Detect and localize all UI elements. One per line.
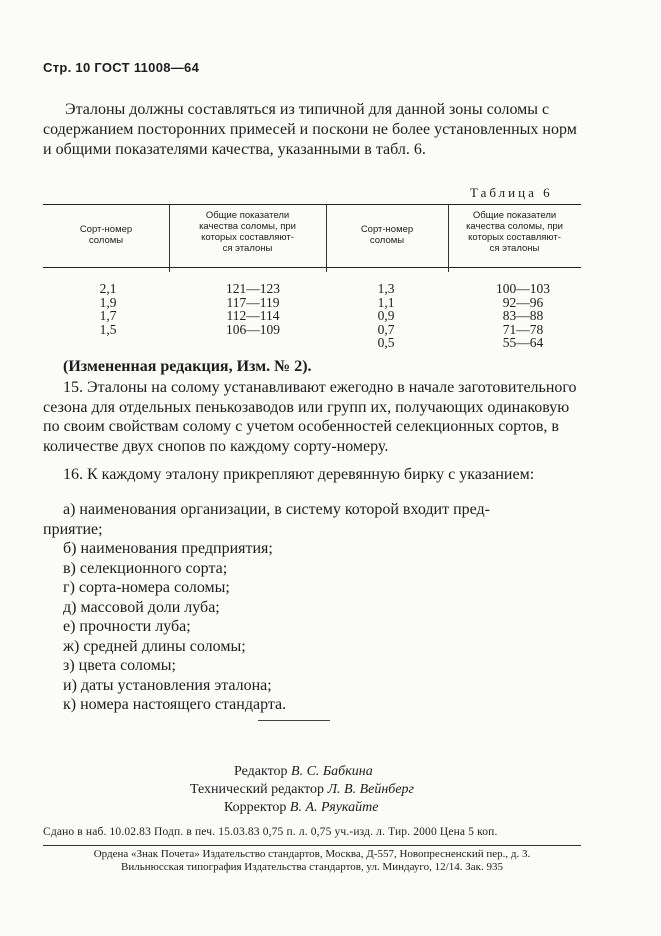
table-cell: 0,7 [377, 321, 395, 337]
imprint-printer-line: Вильнюсская типография Издательства стандартов, ул. Миндауго, 12/14. Зак. 935 [121, 861, 503, 873]
table-cell: 106—109 [226, 321, 280, 337]
table-cell: 1,5 [99, 321, 117, 337]
table-header-line: Общие показатели [205, 210, 290, 221]
table-cell: 100—103 [496, 281, 550, 296]
table-cell: 121—123 [226, 281, 280, 296]
list-item: г) сорта-номера соломы; [63, 579, 230, 596]
label-requirements-list [43, 500, 583, 715]
table-header-line: Сорт-номер [360, 224, 414, 235]
table-top-rule [43, 204, 581, 205]
table-cell: 117—119 [226, 294, 280, 310]
table-cell: 71—78 [502, 321, 544, 337]
table-header-cell [169, 210, 326, 254]
amendment-note: (Измененная редакция, Изм. № 2). [63, 358, 312, 375]
separator-rule [258, 720, 330, 721]
list-item: в) селекционного сорта; [63, 559, 228, 577]
paragraph-15: 15. Эталоны на солому устанавливают ежегодно в начале заготовительного сезона для отдельных пенькозаводов или групп их, получающих одинаковую по своим свойствам солому с учетом особенностей селекционных сортов, в количестве двух снопов по каждому сорту-номеру. [43, 379, 577, 455]
table-header-line: качества соломы, при [199, 221, 296, 232]
table-cell: 83—88 [502, 308, 544, 323]
table-header-cell [326, 224, 448, 246]
page-header: Стр. 10 ГОСТ 11008—64 [43, 60, 200, 75]
list-item: к) номера настоящего стандарта. [63, 696, 287, 713]
credit-proofreader: Корректор В. А. Ряукайте [224, 800, 379, 815]
imprint-publisher [43, 848, 581, 874]
table-cell: 1,3 [377, 281, 395, 296]
list-item-continuation: приятие; [43, 520, 103, 538]
table-header-line: ся эталоны [489, 243, 540, 254]
list-item: д) массовой доли луба; [63, 598, 220, 616]
table-header-rule [43, 267, 581, 268]
table-header-line: качества соломы, при [466, 221, 563, 232]
list-item: е) прочности луба; [63, 618, 191, 635]
table-header-line: соломы [88, 235, 124, 246]
table-header-cell [448, 210, 581, 254]
list-item: а) наименования организации, в систему которой входит пред- [63, 501, 491, 518]
list-item: ж) средней длины соломы; [63, 637, 246, 655]
table-header-line: соломы [369, 235, 405, 246]
table-cell: 92—96 [502, 294, 544, 310]
table-caption: Таблица 6 [470, 185, 553, 200]
imprint-print-info: Сдано в наб. 10.02.83 Подп. в печ. 15.03.83 0,75 п. л. 0,75 уч.-изд. л. Тир. 2000 Цена 5 коп. [43, 826, 498, 838]
credits-block [190, 763, 414, 817]
table-cell: 0,9 [377, 308, 395, 323]
table-header-line: которых составляют- [468, 232, 561, 243]
list-item: б) наименования предприятия; [63, 540, 273, 557]
table-cell: 2,1 [99, 281, 117, 296]
table-cell: 112—114 [226, 308, 280, 323]
table-cell: 0,5 [377, 335, 395, 350]
paragraph-16: 16. К каждому эталону прикрепляют деревянную бирку с указанием: [63, 466, 535, 483]
column-quality-1 [213, 282, 293, 336]
credit-tech-editor: Технический редактор Л. В. Вейнберг [190, 782, 415, 797]
column-sort-number-2 [361, 282, 411, 350]
list-item: и) даты установления эталона; [63, 676, 272, 694]
table-cell: 1,9 [99, 294, 117, 310]
list-item: з) цвета соломы; [63, 657, 176, 674]
table-cell: 1,7 [99, 308, 117, 323]
table-header-cell [43, 224, 169, 246]
table-header-line: Сорт-номер [79, 224, 133, 235]
table-header-line: Общие показатели [472, 210, 557, 221]
column-sort-number-1 [83, 282, 133, 336]
intro-paragraph: Эталоны должны составляться из типичной для данной зоны соломы с содержанием посторонних примесей и поскони не более установленных норм и общими показателями качества, указанными в табл. 6. [43, 101, 577, 158]
table-cell: 1,1 [377, 294, 395, 310]
credit-editor: Редактор В. С. Бабкина [234, 764, 373, 779]
table-header-line: ся эталоны [222, 243, 273, 254]
table-cell: 55—64 [502, 335, 544, 350]
imprint-rule [43, 845, 581, 846]
imprint-publisher-line: Ордена «Знак Почета» Издательство стандартов, Москва, Д-557, Новопресненский пер., д. 3. [93, 848, 531, 860]
column-quality-2 [483, 282, 563, 350]
table-header-line: которых составляют- [201, 232, 294, 243]
